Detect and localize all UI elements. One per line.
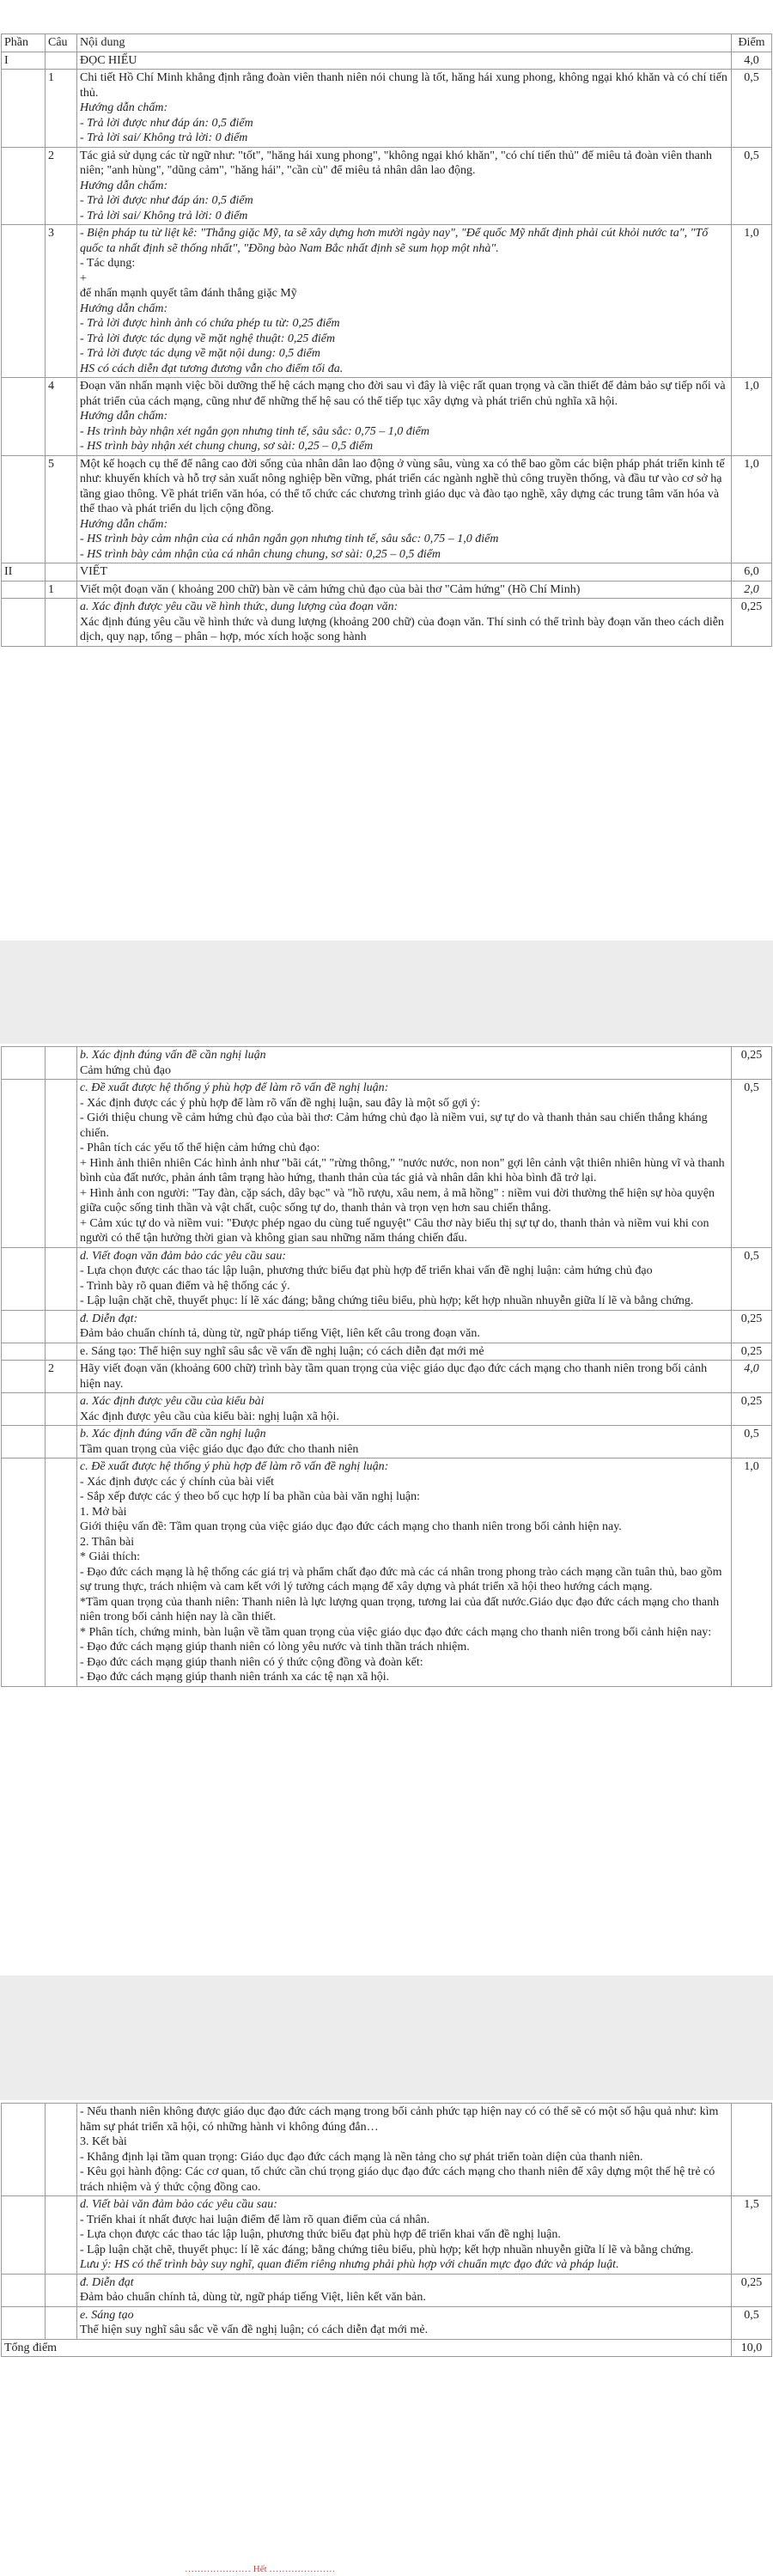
page-gap — [0, 1976, 773, 2100]
header-question: Câu — [46, 34, 77, 52]
writing-row-1-e: đ. Diễn đạt: Đảm bảo chuẩn chính tả, dùng từ, ngữ pháp tiếng Việt, liên kết câu trong đoạn văn. 0,25 — [2, 1310, 772, 1343]
total-label: Tổng điểm — [2, 2339, 732, 2357]
question-number: 5 — [46, 455, 77, 563]
header-score: Điểm — [732, 34, 772, 52]
section-row-writing — [2, 563, 772, 582]
writing-row-1-b: b. Xác định đúng vấn đề cần nghị luận Cảm hứng chủ đạo 0,25 — [2, 1047, 772, 1080]
question-score: 0,5 — [732, 70, 772, 148]
question-row-3 — [2, 225, 772, 378]
end-marker: ………………… Hết ………………… — [185, 2564, 336, 2574]
page-2 — [0, 1044, 773, 1976]
question-number: 4 — [46, 378, 77, 456]
section-title: VIẾT — [77, 563, 732, 582]
writing-row-1-prompt — [2, 581, 772, 599]
writing-row-2-e: đ. Diễn đạt Đảm bảo chuẩn chính tả, dùng từ, ngữ pháp tiếng Việt, liên kết văn bản. 0,25 — [2, 2274, 772, 2306]
table-header-row — [2, 34, 772, 52]
section-score: 6,0 — [732, 563, 772, 582]
writing-row-1-a — [2, 599, 772, 647]
writing-row-1-d: d. Viết đoạn văn đảm bảo các yêu cầu sau: - Lựa chọn được các thao tác lập luận, phương thức biểu đạt phù hợp để triển khai vấn đề nghị luận: cảm hứng chủ đạo - Trình bày rõ quan điểm và hệ thống các ý. - Lập luận chặt chẽ, thuyết phục: lí lẽ xác đáng; bằng chứng tiêu biểu, phù hợp; kết hợp nhuần nhuyễn giữa lí lẽ và bằng chứng. 0,5 — [2, 1247, 772, 1310]
total-score: 10,0 — [732, 2339, 772, 2357]
section-row-reading — [2, 52, 772, 70]
question-number: 2 — [46, 1361, 77, 1393]
question-score: 1,0 — [732, 378, 772, 456]
total-row — [2, 2339, 772, 2357]
writing-row-2-d: d. Viết bài văn đảm bảo các yêu cầu sau: - Triển khai ít nhất được hai luận điểm để làm rõ quan điểm của cá nhân. - Lựa chọn được các thao tác lập luận, phương thức biểu đạt phù hợp để triển khai vấn đề nghị luận. - Lập luận chặt chẽ, thuyết phục: lí lẽ xác đáng; bằng chứng tiêu biểu, phù hợp; kết hợp nhuần nhuyễn giữa lí lẽ và bằng chứng. Lưu ý: HS có thể trình bày suy nghĩ, quan điểm riêng nhưng phải phù hợp với chuẩn mực đạo đức và pháp luật. 1,5 — [2, 2196, 772, 2275]
criterion-score: 0,25 — [732, 599, 772, 647]
question-score: 1,0 — [732, 455, 772, 563]
writing-prompt: Hãy viết đoạn văn (khoảng 600 chữ) trình bày tầm quan trọng của việc giáo dục đạo đức cách mạng cho thanh niên trong bối cảnh hiện nay. — [77, 1361, 732, 1393]
question-number: 1 — [46, 70, 77, 148]
question-score: 0,5 — [732, 147, 772, 225]
question-score: 1,0 — [732, 225, 772, 378]
section-label: I — [2, 52, 46, 70]
question-content: Một kế hoạch cụ thể để nâng cao đời sống của nhân dân lao động ở vùng sâu, vùng xa có thể bao gồm các biện pháp phát triển kinh tế như: khuyến khích và hỗ trợ sản xuất nông nghiệp bền vững, phát triển các ngành nghề thủ công truyền thống, và đầu tư vào cơ sở hạ tầng giao thông. Về phát triển văn hóa, có thể tổ chức các chương trình giáo dục và đào tạo nghề, xây dựng các trung tâm văn hóa và thể thao và phát triển du lịch cộng đồng. Hướng dẫn chấm: - HS trình bày cảm nhận của cá nhân ngắn gọn nhưng tinh tế, sâu sắc: 0,75 – 1,0 điểm - HS trình bày cảm nhận của cá nhân chung chung, sơ sài: 0,25 – 0,5 điểm — [77, 455, 732, 563]
question-number: 1 — [46, 581, 77, 599]
question-number: 3 — [46, 225, 77, 378]
question-row-1 — [2, 70, 772, 148]
question-row-2 — [2, 147, 772, 225]
question-row-5 — [2, 455, 772, 563]
writing-prompt: Viết một đoạn văn ( khoảng 200 chữ) bàn về cảm hứng chủ đạo của bài thơ "Cảm hứng" (Hồ Chí Minh) — [77, 581, 732, 599]
writing-row-2-a: a. Xác định được yêu cầu của kiểu bài Xác định được yêu cầu của kiểu bài: nghị luận xã hội. 0,25 — [2, 1393, 772, 1426]
writing-row-2-b: b. Xác định đúng vấn đề cần nghị luận Tầm quan trọng của việc giáo dục đạo đức cho thanh niên 0,5 — [2, 1426, 772, 1459]
criterion-content: a. Xác định được yêu cầu về hình thức, dung lượng của đoạn văn: Xác định đúng yêu cầu về hình thức và dung lượng (khoảng 200 chữ) của đoạn văn. Thí sinh có thể trình bày đoạn văn theo cách diễn dịch, quy nạp, tổng – phân – hợp, móc xích hoặc song hành — [77, 599, 732, 647]
writing-row-2-prompt — [2, 1361, 772, 1393]
question-content: Tác giả sử dụng các từ ngữ như: "tốt", "hăng hái xung phong", "không ngại khó khăn", "có chí tiến thủ" để miêu tả đoàn viên thanh niên; "anh hùng", "dũng cảm", "hăng hái", "cần cù" để miêu tả nhân dân lao động. Hướng dẫn chấm: - Trả lời được như đáp án: 0,5 điểm - Trả lời sai/ Không trả lời: 0 điểm — [77, 147, 732, 225]
question-number: 2 — [46, 147, 77, 225]
writing-row-1-f: e. Sáng tạo: Thể hiện suy nghĩ sâu sắc về vấn đề nghị luận; có cách diễn đạt mới mẻ 0,25 — [2, 1343, 772, 1361]
page-gap — [0, 941, 773, 1044]
section-label: II — [2, 563, 46, 582]
writing-row-2-c-continued: - Nếu thanh niên không được giáo dục đạo đức cách mạng trong bối cảnh phức tạp hiện nay có có thể sẽ có một số hậu quả như: kìm hãm sự phát triển xã hội, có những hành vi không đúng đắn… 3. Kết bài - Khẳng định lại tầm quan trọng: Giáo dục đạo đức cách mạng là nền tảng cho sự phát triển toàn diện của thanh niên. - Kêu gọi hành động: Các cơ quan, tổ chức cần chú trọng giáo dục đạo đức cách mạng cho thanh niên để xây dựng một thế hệ trẻ có trách nhiệm và ý thức cộng đồng cao. — [2, 2104, 772, 2196]
header-part: Phần — [2, 34, 46, 52]
answer-table-page-1 — [1, 33, 772, 647]
section-score: 4,0 — [732, 52, 772, 70]
page-1 — [0, 0, 773, 941]
header-content: Nội dung — [77, 34, 732, 52]
question-content: - Biện pháp tu từ liệt kê: "Thắng giặc Mỹ, ta sẽ xây dựng hơn mười ngày nay", "Để quốc Mỹ nhất định phải cút khỏi nước ta", "Tổ quốc ta nhất định sẽ thống nhất", "Đồng bào Nam Bắc nhất định sẽ sum họp một nhà". - Tác dụng: + để nhấn mạnh quyết tâm đánh thắng giặc Mỹ Hướng dẫn chấm: - Trả lời được hình ảnh có chứa phép tu từ: 0,25 điểm - Trả lời được tác dụng về mặt nghệ thuật: 0,25 điểm - Trả lời được tác dụng về mặt nội dung: 0,5 điểm HS có cách diễn đạt tương đương vẫn cho điểm tối đa. — [77, 225, 732, 378]
question-content: Đoạn văn nhấn mạnh việc bồi dưỡng thế hệ cách mạng cho đời sau vì đây là việc rất quan trọng và cần thiết để đảm bảo sự tiếp nối và phát triển của cách mạng, cũng như để những thế hệ sau có thể tiếp tục xây dựng và phát triển chủ nghĩa xã hội. Hướng dẫn chấm: - Hs trình bày nhận xét ngắn gọn nhưng tinh tế, sâu sắc: 0,75 – 1,0 điểm - HS trình bày nhận xét chung chung, sơ sài: 0,25 – 0,5 điểm — [77, 378, 732, 456]
page-3 — [0, 2100, 773, 2576]
answer-table-page-2 — [1, 1046, 772, 1687]
writing-prompt-score: 2,0 — [732, 581, 772, 599]
writing-row-1-c: c. Đề xuất được hệ thống ý phù hợp để làm rõ vấn đề nghị luận: - Xác định được các ý phù hợp để làm rõ vấn đề nghị luận, sau đây là một số gợi ý: - Giới thiệu chung về cảm hứng chủ đạo của bài thơ: Cảm hứng chủ đạo là niềm vui, sự tự do và thanh thản sau chiến thắng kháng chiến. - Phân tích các yếu tố thể hiện cảm hứng chủ đạo: + Hình ảnh thiên nhiên Các hình ảnh như "bãi cát," "rừng thông," "nước nước, non non" gợi lên cảnh vật thiên nhiên hùng vĩ và thanh bình của đất nước, phản ánh tâm trạng hào hứng, thanh thản của tác giả và nhân dân khi hòa bình đã trở lại. + Hình ảnh con người: "Tay đàn, cặp sách, dây bạc" và "hồ rượu, xâu nem, ả mã hồng" : niềm vui đời thường thể hiện sự hòa quyện giữa cuộc sống tinh thần và vật chất, cuộc sống tự do, thanh thản và trọn vẹn hơn sau chiến thắng. + Cảm xúc tự do và niềm vui: "Được phép ngao du cùng tuế nguyệt" Câu thơ này biểu thị sự tự do, thanh thản và niềm vui khi con người có thể tận hưởng thời gian và không gian sau những năm tháng chiến đấu. 0,5 — [2, 1080, 772, 1248]
question-content: Chi tiết Hồ Chí Minh khẳng định rằng đoàn viên thanh niên nói chung là tốt, hăng hái xung phong, không ngại khó khăn và có chí tiến thủ. Hướng dẫn chấm: - Trả lời được như đáp án: 0,5 điểm - Trả lời sai/ Không trả lời: 0 điểm — [77, 70, 732, 148]
writing-row-2-f: e. Sáng tạo Thể hiện suy nghĩ sâu sắc về vấn đề nghị luận; có cách diễn đạt mới mẻ. 0,5 — [2, 2306, 772, 2339]
answer-table-page-3 — [1, 2103, 772, 2357]
writing-prompt-score: 4,0 — [732, 1361, 772, 1393]
writing-row-2-c: c. Đề xuất được hệ thống ý phù hợp để làm rõ vấn đề nghị luận: - Xác định được các ý chính của bài viết - Sắp xếp được các ý theo bố cục hợp lí ba phần của bài văn nghị luận: 1. Mở bài Giới thiệu vấn đề: Tầm quan trọng của việc giáo dục đạo đức cách mạng cho thanh niên trong bối cảnh hiện nay. 2. Thân bài * Giải thích: - Đạo đức cách mạng là hệ thống các giá trị và phẩm chất đạo đức mà các cá nhân trong phong trào cách mạng cần tuân thủ, bao gồm sự trung thực, trách nhiệm và cam kết với lý tưởng cách mạng để xây dựng và phát triển xã hội theo hướng cách mạng. *Tầm quan trọng của thanh niên: Thanh niên là lực lượng quan trọng, tương lai của đất nước.Giáo dục đạo đức cách mạng cho thanh niên trong bối cảnh hiện nay là cần thiết. * Phân tích, chứng minh, bàn luận về tầm quan trọng của việc giáo dục đạo đức cách mạng cho thanh niên trong bối cảnh hiện nay: - Đạo đức cách mạng giúp thanh niên có lòng yêu nước và tinh thần trách nhiệm. - Đạo đức cách mạng giúp thanh niên có ý thức cộng đồng và đoàn kết: - Đạo đức cách mạng giúp thanh niên tránh xa các tệ nạn xã hội. 1,0 — [2, 1459, 772, 1687]
question-row-4 — [2, 378, 772, 456]
section-title: ĐỌC HIỂU — [77, 52, 732, 70]
